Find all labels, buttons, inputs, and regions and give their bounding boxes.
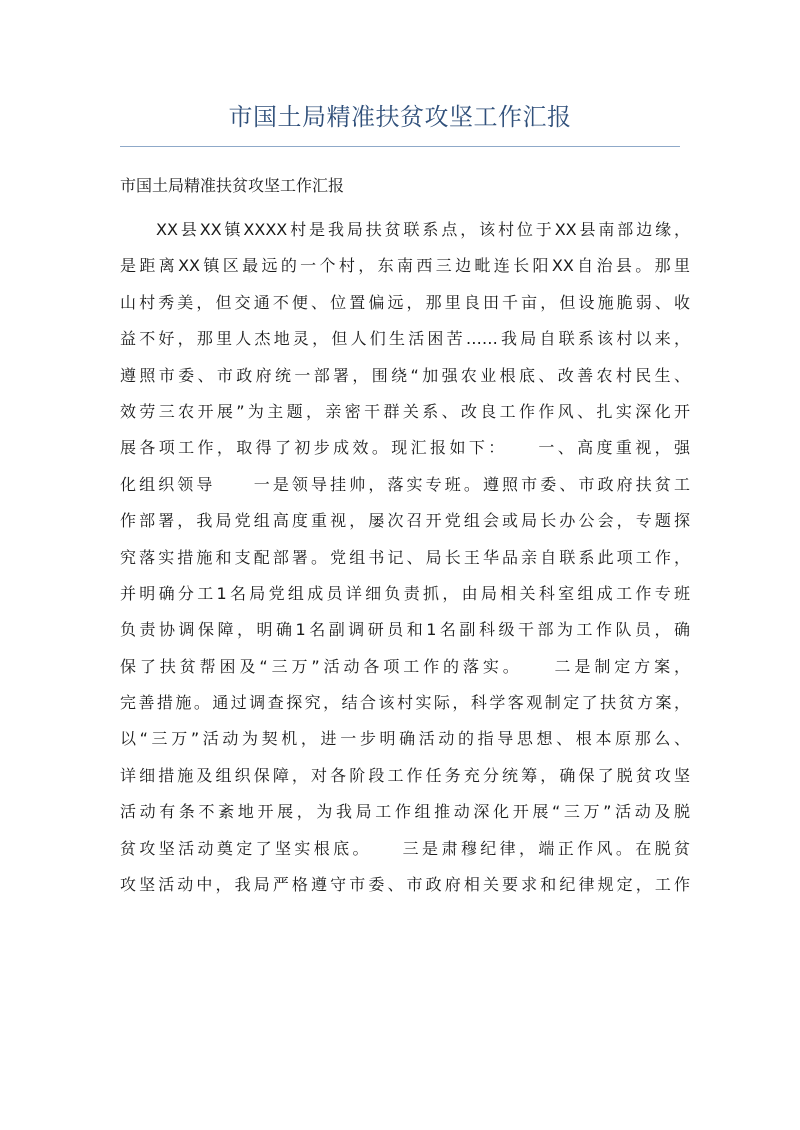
body-line: 是距离XX镇区最远的一个村，东南西三边毗连长阳XX自治县。那里: [120, 256, 690, 276]
document-title: 市国土局精准扶贫攻坚工作汇报: [228, 103, 572, 131]
body-line: 完善措施。通过调查探究，结合该村实际，科学客观制定了扶贫方案，: [120, 693, 690, 713]
body-line: 保了扶贫帮困及“三万”活动各项工作的落实。 二是制定方案，: [120, 656, 690, 676]
body-line: 以“三万”活动为契机，进一步明确活动的指导思想、根本原那么、: [120, 729, 690, 749]
body-line: 益不好，那里人杰地灵，但人们生活困苦……我局自联系该村以来，: [120, 329, 690, 349]
document-subtitle: 市国土局精准扶贫攻坚工作汇报: [120, 176, 345, 195]
body-line: 负责协调保障，明确1名副调研员和1名副科级干部为工作队员，确: [120, 620, 690, 640]
body-text: [120, 212, 690, 903]
body-line: 攻坚活动中，我局严格遵守市委、市政府相关要求和纪律规定，工作: [120, 875, 690, 895]
body-line: 并明确分工1名局党组成员详细负责抓，由局相关科室组成工作专班: [120, 583, 690, 603]
body-line: 遵照市委、市政府统一部署，围绕“加强农业根底、改善农村民生、: [120, 365, 690, 385]
body-line: 作部署，我局党组高度重视，屡次召开党组会或局长办公会，专题探: [120, 511, 690, 531]
body-line: 效劳三农开展”为主题，亲密干群关系、改良工作作风、扎实深化开: [120, 401, 690, 421]
body-line: 活动有条不紊地开展，为我局工作组推动深化开展“三万”活动及脱: [120, 802, 690, 822]
body-line: 贫攻坚活动奠定了坚实根底。 三是肃穆纪律，端正作风。在脱贫: [120, 838, 690, 858]
title-underline: [120, 146, 680, 147]
body-line: 化组织领导 一是领导挂帅，落实专班。遵照市委、市政府扶贫工: [120, 474, 690, 494]
body-line: 展各项工作，取得了初步成效。现汇报如下： 一、高度重视，强: [120, 438, 690, 458]
body-line: 山村秀美，但交通不便、位置偏远，那里良田千亩，但设施脆弱、收: [120, 292, 690, 312]
body-line: 详细措施及组织保障，对各阶段工作任务充分统筹，确保了脱贫攻坚: [120, 765, 690, 785]
body-line: 究落实措施和支配部署。党组书记、局长王华品亲自联系此项工作，: [120, 547, 690, 567]
body-line: XX县XX镇XXXX村是我局扶贫联系点，该村位于XX县南部边缘，: [156, 220, 690, 239]
